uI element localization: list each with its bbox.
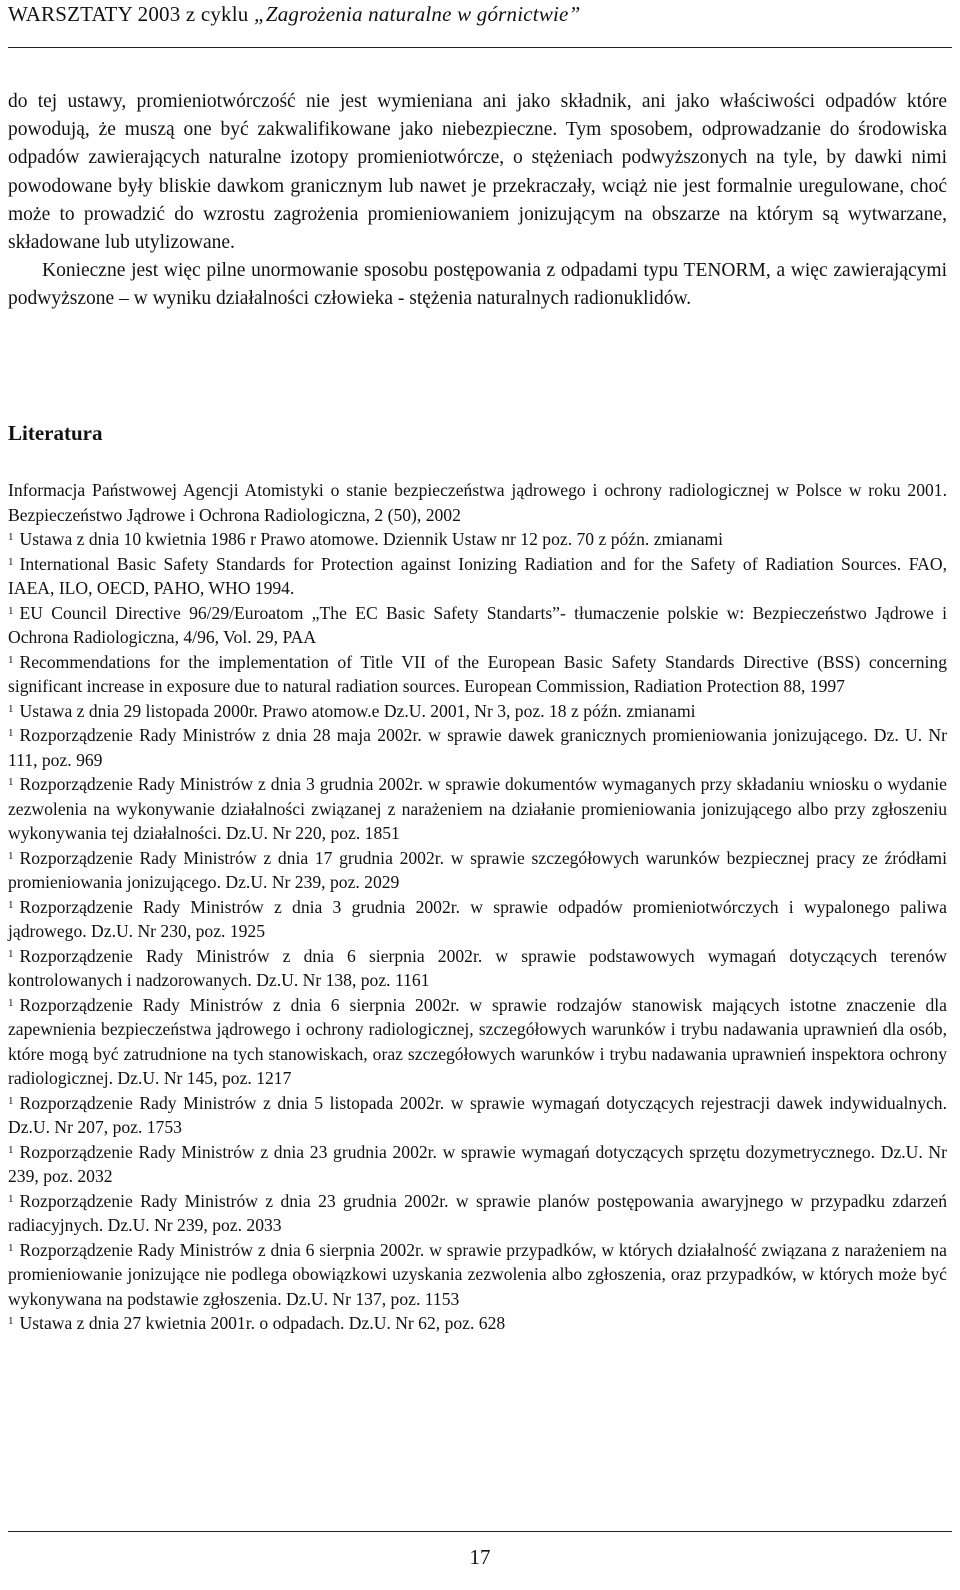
reference-item bbox=[8, 1189, 947, 1238]
footnote-marker: 1 bbox=[8, 996, 14, 1009]
reference-item bbox=[8, 1311, 947, 1336]
reference-text: Rozporządzenie Rady Ministrów z dnia 17 grudnia 2002r. w sprawie szczegółowych warunków bezpiecznej pracy ze źródłami promieniowania jonizującego. Dz.U. Nr 239, poz. 2029 bbox=[8, 847, 947, 892]
reference-text: Informacja Państwowej Agencji Atomistyki o stanie bezpieczeństwa jądrowego i ochrony radiologicznej w Polsce w roku 2001. Bezpieczeństwo Jądrowe i Ochrona Radiologiczna, 2 (50), 2002 bbox=[8, 480, 947, 525]
reference-item bbox=[8, 1091, 947, 1140]
footnote-marker: 1 bbox=[8, 727, 14, 739]
reference-text: Rozporządzenie Rady Ministrów z dnia 5 listopada 2002r. w sprawie wymagań dotyczących rejestracji dawek indywidualnych. Dz.U. Nr 207, poz. 1753 bbox=[8, 1092, 947, 1137]
reference-text: Rozporządzenie Rady Ministrów z dnia 6 sierpnia 2002r. w sprawie przypadków, w których działalność związana z narażeniem na promieniowanie jonizujące nie podlega obowiązkowi uzyskania zezwolenia albo zgłoszenia, oraz przypadków, w których może być wykonywana na podstawie zgłoszenia. Dz.U. Nr 137, poz. 1153 bbox=[8, 1239, 947, 1309]
reference-text: Rozporządzenie Rady Ministrów z dnia 6 sierpnia 2002r. w sprawie podstawowych wymagań dotyczących terenów kontrolowanych i nadzorowanych. Dz.U. Nr 138, poz. 1161 bbox=[8, 945, 947, 990]
section-heading: Literatura bbox=[8, 421, 103, 445]
footnote-marker: 1 bbox=[8, 531, 14, 543]
reference-item bbox=[8, 699, 947, 724]
reference-list bbox=[8, 478, 947, 1336]
reference-text: Ustawa z dnia 27 kwietnia 2001r. o odpadach. Dz.U. Nr 62, poz. 628 bbox=[19, 1313, 506, 1333]
reference-item bbox=[8, 1238, 947, 1312]
footer-rule bbox=[8, 1531, 952, 1532]
footnote-marker: 1 bbox=[8, 1192, 14, 1205]
reference-item bbox=[8, 772, 947, 846]
reference-text: Rozporządzenie Rady Ministrów z dnia 6 sierpnia 2002r. w sprawie rodzajów stanowisk mających istotne znaczenie dla zapewnienia bezpieczeństwa jądrowego i ochrony radiologicznej, szczegółowych warunków i trybu nadawania uprawnień dla osób, które mogą być zatrudnione na tych stanowiskach, oraz szczegółowych warunków i trybu nadawania uprawnień inspektora ochrony radiologicznej. Dz.U. Nr 145, poz. 1217 bbox=[8, 994, 947, 1088]
reference-item bbox=[8, 1140, 947, 1189]
reference-item bbox=[8, 846, 947, 895]
footnote-marker: 1 bbox=[8, 849, 14, 862]
footnote-marker: 1 bbox=[8, 1315, 14, 1327]
reference-item bbox=[8, 601, 947, 650]
reference-text: Ustawa z dnia 10 kwietnia 1986 r Prawo atomowe. Dziennik Ustaw nr 12 poz. 70 z późn. zmianami bbox=[19, 529, 724, 549]
footnote-marker: 1 bbox=[8, 776, 14, 788]
reference-item bbox=[8, 650, 947, 699]
reference-text: International Basic Safety Standards for Protection against Ionizing Radiation and for the Safety of Radiation Sources. FAO, IAEA, ILO, OECD, PAHO, WHO 1994. bbox=[8, 553, 947, 598]
running-header bbox=[8, 2, 580, 27]
reference-text: Rozporządzenie Rady Ministrów z dnia 23 grudnia 2002r. w sprawie wymagań dotyczących sprzętu dozymetrycznego. Dz.U. Nr 239, poz. 2032 bbox=[8, 1141, 947, 1186]
footnote-marker: 1 bbox=[8, 1241, 14, 1254]
reference-item bbox=[8, 552, 947, 601]
reference-text: EU Council Directive 96/29/Euroatom „The EC Basic Safety Standarts”- tłumaczenie polskie w: Bezpieczeństwo Jądrowe i Ochrona Radiologiczna, 4/96, Vol. 29, PAA bbox=[8, 602, 947, 647]
reference-item bbox=[8, 944, 947, 993]
header-series: WARSZTATY 2003 z cyklu bbox=[8, 2, 249, 26]
reference-text: Ustawa z dnia 29 listopada 2000r. Prawo atomow.e Dz.U. 2001, Nr 3, poz. 18 z późn. zmianami bbox=[19, 700, 696, 721]
reference-text: Rozporządzenie Rady Ministrów z dnia 23 grudnia 2002r. w sprawie planów postępowania awaryjnego w przypadku zdarzeń radiacyjnych. Dz.U. Nr 239, poz. 2033 bbox=[8, 1190, 947, 1235]
page-number: 17 bbox=[469, 1545, 491, 1569]
footnote-marker: 1 bbox=[8, 1094, 14, 1107]
body-paragraph: Konieczne jest więc pilne unormowanie sposobu postępowania z odpadami typu TENORM, a więc zawierającymi podwyższone – w wyniku działalności człowieka - stężenia naturalnych radionuklidów. bbox=[8, 260, 947, 310]
header-topic: „Zagrożenia naturalne w górnictwie” bbox=[253, 2, 581, 26]
footnote-marker: 1 bbox=[8, 702, 14, 715]
reference-item bbox=[8, 723, 947, 772]
reference-text: Rozporządzenie Rady Ministrów z dnia 3 grudnia 2002r. w sprawie odpadów promieniotwórczych i wypalonego paliwa jądrowego. Dz.U. Nr 230, poz. 1925 bbox=[8, 896, 947, 941]
reference-text: Recommendations for the implementation of Title VII of the European Basic Safety Standards Directive (BSS) concerning significant increase in exposure due to natural radiation sources. European Commission, Radiation Protection 88, 1997 bbox=[8, 651, 947, 696]
reference-text: Rozporządzenie Rady Ministrów z dnia 3 grudnia 2002r. w sprawie dokumentów wymaganych przy składaniu wniosku o wydanie zezwolenia na wykonywanie działalności związanej z narażeniem na działanie promieniowania jonizującego albo przy zgłoszeniu wykonywania tej działalności. Dz.U. Nr 220, poz. 1851 bbox=[8, 774, 947, 843]
body-text bbox=[8, 88, 947, 314]
reference-item bbox=[8, 478, 947, 527]
footnote-marker: 1 bbox=[8, 898, 14, 911]
reference-item bbox=[8, 527, 947, 552]
footnote-marker: 1 bbox=[8, 604, 14, 617]
reference-item bbox=[8, 993, 947, 1091]
footnote-marker: 1 bbox=[8, 947, 14, 960]
body-paragraph: do tej ustawy, promieniotwórczość nie jest wymieniana ani jako składnik, ani jako właściwości odpadów które powodują, że muszą one być zakwalifikowane jako niebezpieczne. Tym sposobem, odprowadzanie do środowiska odpadów zawierających naturalne izotopy promieniotwórcze, o stężeniach podwyższonych na tyle, by dawki nimi powodowane były bliskie dawkom granicznym lub nawet je przekraczały, wciąż nie jest formalnie uregulowane, choć może to prowadzić do wzrostu zagrożenia promieniowaniem jonizującym na obszarze na którym są wytwarzane, składowane lub utylizowane. bbox=[8, 91, 947, 254]
reference-text: Rozporządzenie Rady Ministrów z dnia 28 maja 2002r. w sprawie dawek granicznych promieniowania jonizującego. Dz. U. Nr 111, poz. 969 bbox=[8, 725, 947, 770]
header-rule bbox=[8, 47, 952, 48]
footnote-marker: 1 bbox=[8, 653, 14, 666]
footnote-marker: 1 bbox=[8, 1143, 14, 1156]
footnote-marker: 1 bbox=[8, 555, 14, 568]
reference-item bbox=[8, 895, 947, 944]
